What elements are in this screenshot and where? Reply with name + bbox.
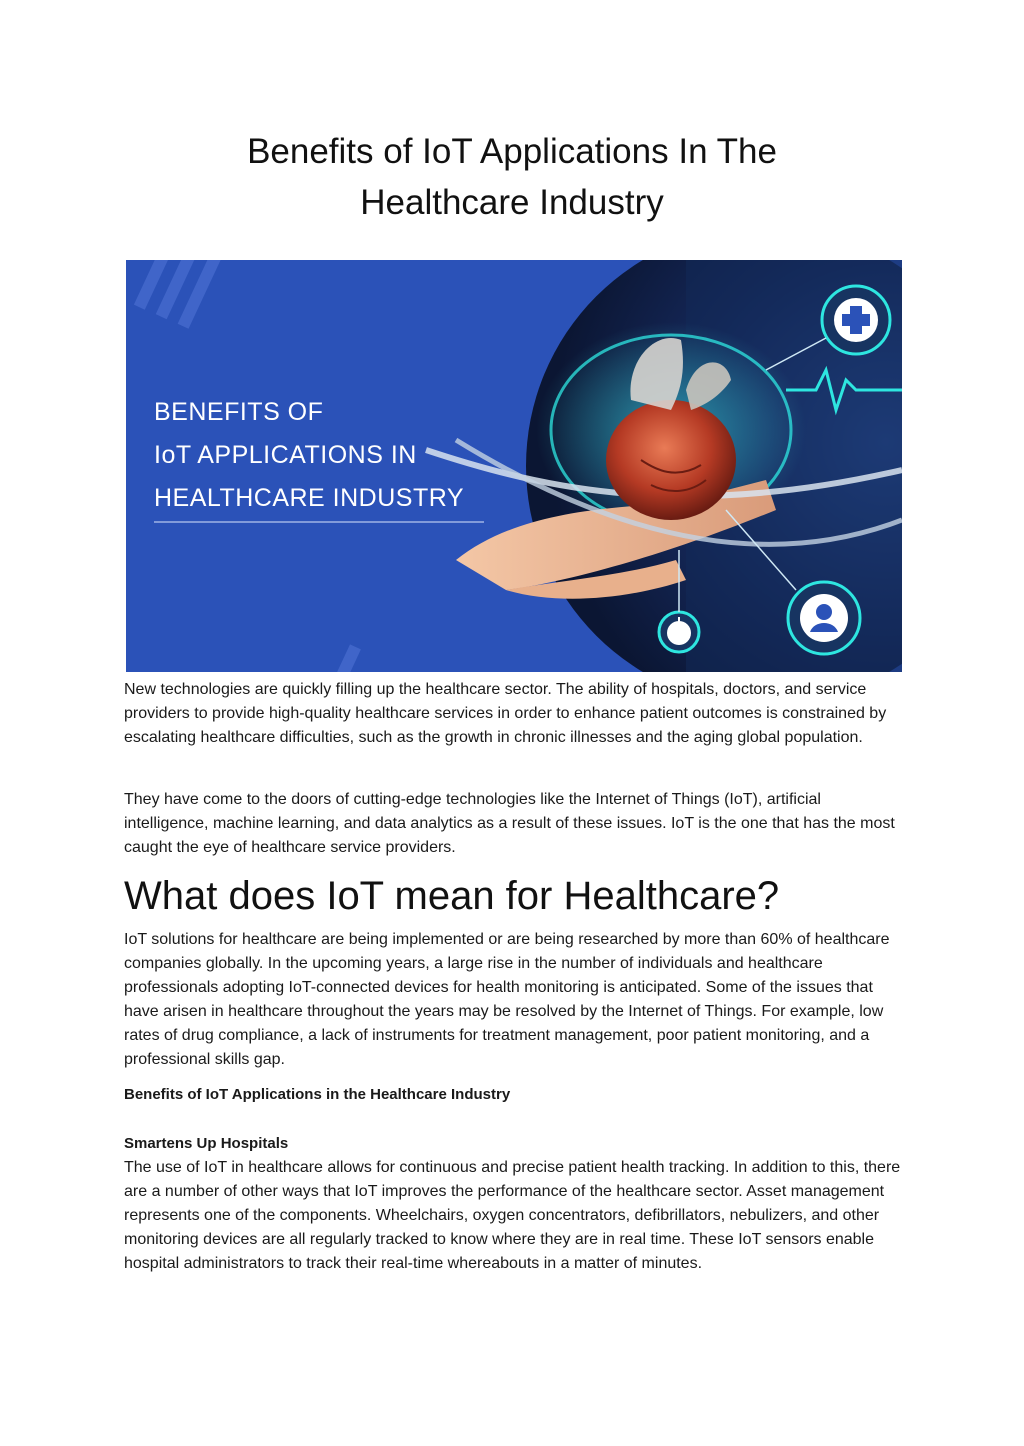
- intro-paragraph-1: New technologies are quickly filling up the healthcare sector. The ability of hospitals, doctors, and service providers to provide high-quality healthcare services in order to enhance patient outcomes is constrained by escalating healthcare difficulties, such as the growth in chronic illnesses and the aging global population.: [124, 681, 887, 746]
- benefits-heading: Benefits of IoT Applications in the Healthcare Industry: [124, 1086, 511, 1103]
- hero-text-line-3: HEALTHCARE INDUSTRY: [154, 484, 465, 512]
- section-paragraph: IoT solutions for healthcare are being implemented or are being researched by more than 60% of healthcare companies globally. In the upcoming years, a large rise in the number of individuals and healthcare professionals adopting IoT-connected devices for health monitoring is anticipated. Some of the issues that have arisen in healthcare throughout the years may be resolved by the Internet of Things. For example, low rates of drug compliance, a lack of instruments for treatment management, poor patient monitoring, and a professional skills gap.: [124, 931, 890, 1068]
- hero-text-line-1: BENEFITS OF: [154, 398, 324, 426]
- document-title: [124, 126, 900, 228]
- heart-icon: [606, 400, 736, 520]
- hospitals-paragraph: The use of IoT in healthcare allows for continuous and precise patient health tracking. In addition to this, there are a number of other ways that IoT improves the performance of the healthcare sector. Asset management represents one of the components. Wheelchairs, oxygen concentrators, defibrillators, nebulizers, and other monitoring devices are all regularly tracked to know where they are in real time. These IoT sensors enable hospital administrators to track their real-time whereabouts in a matter of minutes.: [124, 1159, 901, 1272]
- subheading-smartens-up-hospitals: Smartens Up Hospitals: [124, 1135, 289, 1152]
- section-heading: What does IoT mean for Healthcare?: [124, 874, 780, 918]
- intro-paragraph-2: They have come to the doors of cutting-edge technologies like the Internet of Things (IoT), artificial intelligence, machine learning, and data analytics as a result of these issues. IoT is the one that has the most caught the eye of healthcare service providers.: [124, 791, 895, 856]
- title-line-1: Benefits of IoT Applications In The: [247, 132, 777, 171]
- user-icon: [788, 582, 860, 654]
- title-line-2: Healthcare Industry: [360, 183, 664, 222]
- hero-illustration: [126, 260, 902, 672]
- hero-image: [126, 260, 902, 672]
- hero-text-line-2: IoT APPLICATIONS IN: [154, 441, 417, 469]
- apple-icon: [659, 612, 699, 652]
- medical-cross-icon: [822, 286, 890, 354]
